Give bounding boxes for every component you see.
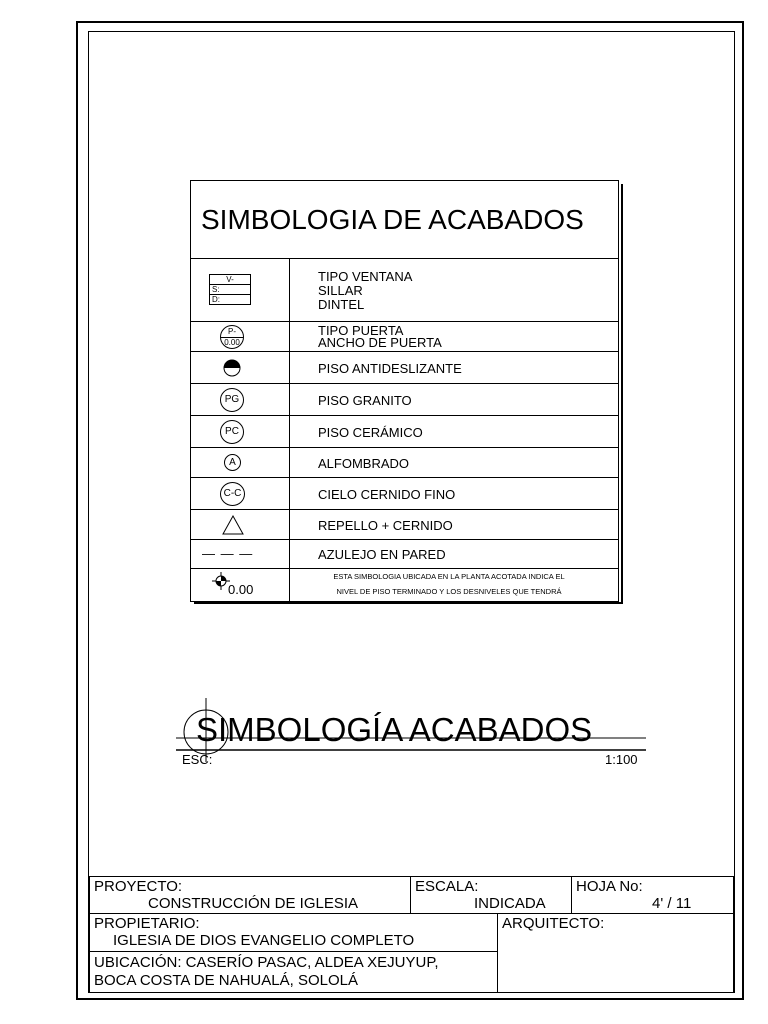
legend-row-plaster [191, 510, 618, 540]
level-marker-value: 0.00 [228, 582, 254, 597]
ceiling-symbol-text: C-C [220, 482, 245, 506]
window-tag-sill: S: [210, 285, 250, 295]
legend-desc-door-width: ANCHO DE PUERTA [318, 335, 442, 350]
legend-desc-level-line1: ESTA SIMBOLOGIA UBICADA EN LA PLANTA ACOTADA INDICA EL [333, 572, 565, 581]
triangle-icon [191, 510, 289, 539]
legend-row-carpet [191, 448, 618, 478]
level-marker-icon [191, 569, 289, 602]
legend-desc-sill: SILLAR [318, 283, 363, 298]
granite-circle-icon [191, 384, 289, 415]
window-tag-lintel: D: [212, 295, 220, 304]
legend-row-ceramic [191, 416, 618, 448]
ceiling-circle-icon [191, 478, 289, 509]
scale-value: INDICADA [474, 895, 546, 912]
legend-desc-window-type: TIPO VENTANA [318, 269, 413, 284]
granite-symbol-text: PG [220, 388, 244, 412]
half-filled-circle-icon [191, 352, 289, 383]
legend-desc-lintel: DINTEL [318, 297, 365, 312]
location-line2: BOCA COSTA DE NAHUALÁ, SOLOLÁ [94, 972, 358, 989]
architect-label: ARQUITECTO: [502, 915, 605, 932]
legend-table [190, 180, 619, 602]
project-label: PROYECTO: [94, 878, 183, 895]
owner-value: IGLESIA DE DIOS EVANGELIO COMPLETO [113, 932, 415, 949]
legend-desc-ceramic: PISO CERÁMICO [318, 425, 423, 440]
legend-title: SIMBOLOGIA DE ACABADOS [191, 181, 618, 259]
legend-row-antislip [191, 352, 618, 384]
door-tag-width: 0.00 [224, 338, 240, 347]
drawing-scale-label: ESC: [182, 752, 213, 767]
legend-row-window [191, 259, 618, 322]
project-value: CONSTRUCCIÓN DE IGLESIA [148, 895, 359, 912]
door-tag-type: P- [228, 327, 236, 336]
owner-label: PROPIETARIO: [94, 915, 200, 932]
location-line1: UBICACIÓN: CASERÍO PASAC, ALDEA XEJUYUP, [94, 954, 439, 971]
drawing-title: SIMBOLOGÍA ACABADOS [196, 711, 593, 748]
legend-desc-tile: AZULEJO EN PARED [318, 547, 446, 562]
legend-desc-door-type: TIPO PUERTA [318, 323, 404, 338]
sheet-label: HOJA No: [576, 878, 643, 895]
legend-desc-antislip: PISO ANTIDESLIZANTE [318, 361, 462, 376]
legend-row-tile [191, 540, 618, 569]
drawing-scale-value: 1:100 [605, 752, 638, 767]
legend-desc-plaster: REPELLO + CERNIDO [318, 518, 453, 533]
window-tag-icon [191, 259, 289, 321]
legend-desc-granite: PISO GRANITO [318, 393, 412, 408]
legend-desc-ceiling: CIELO CERNIDO FINO [318, 487, 456, 502]
sheet-value: 4' / 11 [652, 895, 692, 912]
legend-desc-carpet: ALFOMBRADO [318, 456, 410, 471]
legend-desc-level-line2: NIVEL DE PISO TERMINADO Y LOS DESNIVELES QUE TENDRÁ [336, 587, 562, 596]
dashed-line-symbol: — — — [202, 546, 254, 561]
legend-row-level [191, 569, 618, 602]
carpet-circle-icon [191, 448, 289, 477]
ceramic-symbol-text: PC [220, 420, 244, 444]
dashed-line-icon [191, 540, 289, 568]
legend-row-door [191, 322, 618, 352]
window-tag-type: V- [210, 275, 250, 285]
carpet-symbol-text: A [224, 454, 241, 471]
legend-row-ceiling [191, 478, 618, 510]
scale-label: ESCALA: [415, 878, 479, 895]
door-tag-icon [191, 322, 289, 351]
legend-row-granite [191, 384, 618, 416]
ceramic-circle-icon [191, 416, 289, 447]
